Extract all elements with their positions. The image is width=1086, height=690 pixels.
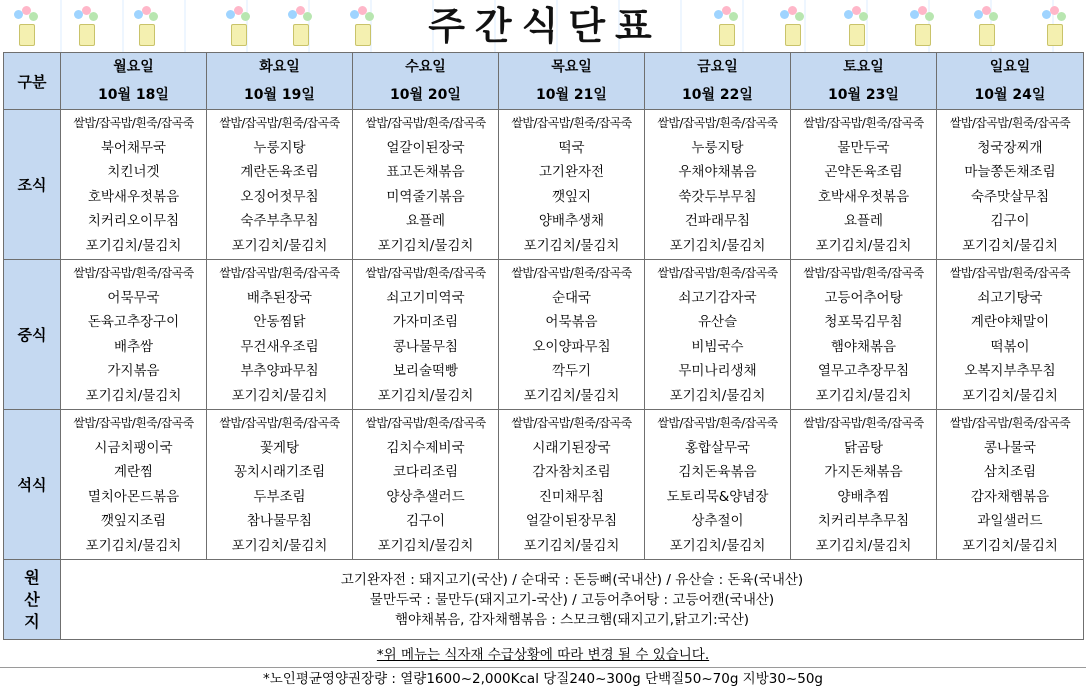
day-header	[353, 53, 499, 110]
menu-item: 포기김치/물김치	[377, 387, 474, 404]
menu-item: 보리술떡빵	[392, 363, 459, 379]
menu-item: 쑥갓두부무침	[678, 188, 757, 205]
weekly-menu-table	[3, 52, 1084, 640]
menu-item: 콩나물국	[983, 439, 1037, 456]
day-header-row	[4, 53, 1084, 110]
menu-change-notice	[0, 645, 1086, 665]
day-name: 토요일	[843, 59, 884, 75]
header-banner	[0, 0, 1086, 52]
menu-item: 요플레	[405, 213, 446, 229]
menu-item: 돈육고추장구이	[87, 314, 180, 330]
menu-item: 쌀밥/잡곡밥/흰죽/잡곡죽	[949, 416, 1071, 430]
day-header	[645, 53, 791, 110]
menu-item: 도토리묵&양념장	[666, 488, 769, 505]
menu-item: 가자미조림	[392, 314, 459, 330]
day-name: 목요일	[551, 59, 592, 75]
menu-cell	[353, 260, 499, 410]
flower-pot-icon	[132, 4, 160, 48]
menu-item: 쌀밥/잡곡밥/흰죽/잡곡죽	[365, 116, 486, 130]
menu-item: 청포묵김무침	[824, 314, 903, 330]
flower-pot-icon	[778, 4, 806, 48]
menu-item: 북어채무국	[100, 139, 167, 156]
menu-item: 마늘쫑돈채조림	[964, 164, 1056, 180]
menu-item: 포기김치/물김치	[85, 237, 182, 254]
origin-header	[4, 560, 61, 640]
menu-item: 고기완자전	[538, 164, 605, 180]
menu-item: 과일샐러드	[977, 513, 1043, 529]
menu-item: 포기김치/물김치	[377, 237, 474, 254]
menu-item: 곤약돈육조림	[824, 164, 903, 180]
menu-item: 쌀밥/잡곡밥/흰죽/잡곡죽	[511, 416, 632, 430]
menu-item: 꽁치시래기조림	[233, 464, 326, 480]
menu-cell	[207, 110, 353, 260]
day-date: 10월 22일	[682, 87, 753, 103]
meal-row	[4, 110, 1084, 260]
menu-item: 포기김치/물김치	[523, 537, 620, 554]
menu-item: 콩나물무침	[392, 338, 459, 355]
menu-item: 꽃게탕	[259, 439, 300, 456]
menu-item: 참나물무침	[246, 513, 313, 529]
menu-item: 쌀밥/잡곡밥/흰죽/잡곡죽	[803, 266, 924, 280]
nutrition-guideline: *노인평균영양권장량 : 열량1600~2,000Kcal 당질240~300g 단백질50~70g 지방30~50g	[0, 667, 1086, 690]
menu-item: 포기김치/물김치	[377, 537, 474, 554]
menu-item: 시래기된장국	[532, 439, 611, 456]
origin-label-char: 산	[24, 589, 40, 609]
menu-item: 쌀밥/잡곡밥/흰죽/잡곡죽	[657, 266, 778, 280]
menu-cell	[791, 260, 937, 410]
menu-item: 미역줄기볶음	[386, 188, 465, 205]
menu-item: 김구이	[990, 213, 1030, 229]
menu-item: 가지돈채볶음	[824, 464, 903, 480]
menu-item: 감자참치조림	[532, 464, 611, 480]
menu-item: 포기김치/물김치	[962, 387, 1058, 404]
menu-item: 오징어젓무침	[240, 188, 319, 205]
menu-item: 쌀밥/잡곡밥/흰죽/잡곡죽	[73, 116, 194, 130]
menu-item: 포기김치/물김치	[962, 537, 1058, 554]
menu-item: 진미채무침	[538, 488, 605, 505]
menu-item: 코다리조림	[392, 464, 459, 480]
menu-item: 포기김치/물김치	[962, 237, 1058, 254]
menu-item: 양상추샐러드	[386, 488, 465, 505]
menu-cell	[937, 110, 1084, 260]
menu-item: 쌀밥/잡곡밥/흰죽/잡곡죽	[365, 416, 486, 430]
menu-item: 쌀밥/잡곡밥/흰죽/잡곡죽	[657, 416, 778, 430]
menu-item: 감자채햄볶음	[970, 488, 1050, 505]
meal-label: 중식	[4, 260, 61, 410]
day-date: 10월 21일	[536, 87, 607, 103]
day-name: 화요일	[259, 59, 300, 75]
menu-item: 포기김치/물김치	[231, 237, 328, 254]
menu-item: 닭곰탕	[843, 439, 884, 456]
menu-item: 쌀밥/잡곡밥/흰죽/잡곡죽	[511, 116, 632, 130]
meal-rows	[4, 110, 1084, 560]
day-header	[937, 53, 1084, 110]
menu-item: 호박새우젓볶음	[817, 188, 910, 205]
day-header	[499, 53, 645, 110]
origin-label-char: 원	[24, 567, 40, 587]
menu-cell	[353, 110, 499, 260]
menu-item: 깻잎지조림	[100, 513, 167, 529]
menu-item: 우채야채볶음	[678, 164, 757, 180]
menu-item: 포기김치/물김치	[815, 387, 912, 404]
day-name: 일요일	[989, 59, 1031, 75]
menu-item: 홍합살무국	[684, 439, 751, 456]
day-date: 10월 23일	[828, 87, 899, 103]
menu-item: 쌀밥/잡곡밥/흰죽/잡곡죽	[657, 116, 778, 130]
flower-pot-icon	[72, 4, 100, 48]
origin-info	[61, 560, 1084, 640]
flower-pot-icon	[12, 4, 40, 48]
day-name: 수요일	[405, 59, 446, 75]
meal-label: 석식	[4, 410, 61, 560]
menu-item: 계란돈육조림	[240, 164, 319, 180]
flower-pot-icon	[348, 4, 376, 48]
day-name: 금요일	[697, 59, 738, 75]
day-header	[61, 53, 207, 110]
menu-item: 오복지부추무침	[964, 363, 1056, 379]
menu-item: 쌀밥/잡곡밥/흰죽/잡곡죽	[511, 266, 632, 280]
menu-item: 고등어추어탕	[824, 289, 903, 306]
menu-item: 안동찜닭	[253, 314, 306, 330]
menu-cell	[499, 260, 645, 410]
origin-line: 고기완자전 : 돼지고기(국산) / 순대국 : 돈등뼈(국내산) / 유산슬 : 돈육(국내산)	[340, 571, 804, 588]
origin-label	[4, 567, 60, 633]
menu-cell	[791, 410, 937, 560]
meal-label: 조식	[4, 110, 61, 260]
menu-item: 어묵볶음	[545, 314, 598, 330]
menu-item: 치커리부추무침	[817, 513, 910, 529]
menu-cell	[207, 410, 353, 560]
menu-item: 포기김치/물김치	[231, 387, 328, 404]
menu-item: 요플레	[843, 213, 884, 229]
menu-item: 떡볶이	[990, 338, 1030, 355]
menu-item: 두부조림	[253, 488, 306, 505]
day-name: 월요일	[113, 59, 154, 75]
menu-item: 양배추찜	[837, 488, 890, 505]
menu-item: 쇠고기감자국	[678, 289, 757, 306]
day-date: 10월 18일	[98, 87, 169, 103]
menu-item: 쌀밥/잡곡밥/흰죽/잡곡죽	[803, 116, 924, 130]
menu-item: 치커리오이무침	[87, 213, 180, 229]
flower-pot-icon	[1040, 4, 1068, 48]
menu-item: 누룽지탕	[691, 139, 744, 156]
menu-item: 쌀밥/잡곡밥/흰죽/잡곡죽	[219, 116, 340, 130]
menu-item: 오이양파무침	[532, 338, 611, 355]
menu-item: 깍두기	[551, 363, 592, 379]
menu-cell	[645, 260, 791, 410]
menu-item: 포기김치/물김치	[85, 537, 182, 554]
menu-item: 쌀밥/잡곡밥/흰죽/잡곡죽	[73, 416, 194, 430]
menu-item: 얼갈이된장국	[386, 139, 465, 156]
menu-item: 부추양파무침	[240, 363, 319, 379]
menu-item: 포기김치/물김치	[523, 237, 620, 254]
menu-item: 숙주부추무침	[240, 213, 319, 229]
day-header	[791, 53, 937, 110]
menu-item: 청국장찌개	[977, 139, 1043, 156]
menu-item: 물만두국	[837, 139, 890, 156]
menu-item: 쌀밥/잡곡밥/흰죽/잡곡죽	[219, 266, 340, 280]
menu-item: 햄야채볶음	[830, 338, 897, 355]
menu-item: 배추된장국	[246, 289, 313, 306]
origin-line: 물만두국 : 물만두(돼지고기-국산) / 고등어추어탕 : 고등어캔(국내산)	[369, 591, 775, 608]
menu-cell	[937, 410, 1084, 560]
flower-pot-icon	[972, 4, 1000, 48]
menu-item: 순대국	[551, 289, 592, 306]
menu-item: 포기김치/물김치	[669, 537, 766, 554]
menu-item: 쌀밥/잡곡밥/흰죽/잡곡죽	[949, 116, 1071, 130]
menu-item: 쌀밥/잡곡밥/흰죽/잡곡죽	[365, 266, 486, 280]
menu-item: 포기김치/물김치	[523, 387, 620, 404]
menu-cell	[499, 110, 645, 260]
menu-cell	[207, 260, 353, 410]
origin-label-char: 지	[24, 611, 40, 631]
menu-item: 어묵무국	[107, 289, 160, 306]
menu-cell	[499, 410, 645, 560]
menu-item: 김구이	[405, 513, 446, 529]
menu-item: 쌀밥/잡곡밥/흰죽/잡곡죽	[73, 266, 194, 280]
menu-item: 깻잎지	[551, 188, 592, 205]
menu-item: 삼치조림	[983, 464, 1037, 480]
menu-item: 쌀밥/잡곡밥/흰죽/잡곡죽	[949, 266, 1071, 280]
menu-item: 호박새우젓볶음	[87, 188, 180, 205]
flower-pot-icon	[286, 4, 314, 48]
menu-item: 김치돈육볶음	[678, 464, 757, 480]
menu-item: 치킨너겟	[107, 164, 160, 180]
menu-cell	[61, 410, 207, 560]
menu-item: 무건새우조림	[240, 338, 319, 355]
menu-item: 양배추생채	[538, 213, 605, 229]
notice-text: *위 메뉴는 식자재 수급상황에 따라 변경 될 수 있습니다.	[376, 647, 710, 663]
day-date: 10월 20일	[390, 87, 461, 103]
origin-row	[4, 560, 1084, 640]
menu-item: 포기김치/물김치	[231, 537, 328, 554]
menu-item: 쌀밥/잡곡밥/흰죽/잡곡죽	[219, 416, 340, 430]
menu-item: 비빔국수	[691, 338, 744, 355]
menu-item: 가지볶음	[107, 363, 160, 379]
menu-item: 열무고추장무침	[817, 363, 910, 379]
menu-item: 얼갈이된장무침	[525, 513, 618, 529]
flower-pot-icon	[712, 4, 740, 48]
menu-item: 쌀밥/잡곡밥/흰죽/잡곡죽	[803, 416, 924, 430]
menu-cell	[353, 410, 499, 560]
day-header	[207, 53, 353, 110]
flower-pot-icon	[224, 4, 252, 48]
menu-cell	[61, 110, 207, 260]
day-date: 10월 19일	[244, 87, 315, 103]
menu-item: 포기김치/물김치	[815, 237, 912, 254]
menu-item: 시금치팽이국	[94, 439, 173, 456]
origin-line: 햄야채볶음, 감자채햄볶음 : 스모크햄(돼지고기,닭고기:국산)	[394, 611, 750, 628]
menu-item: 유산슬	[697, 314, 738, 330]
menu-cell	[645, 110, 791, 260]
menu-item: 쇠고기탕국	[977, 289, 1043, 306]
menu-cell	[61, 260, 207, 410]
menu-cell	[645, 410, 791, 560]
page-title: 주간식단표	[428, 4, 662, 48]
menu-item: 김치수제비국	[386, 439, 465, 456]
menu-item: 표고돈채볶음	[386, 164, 465, 180]
menu-item: 떡국	[558, 139, 585, 156]
menu-cell	[791, 110, 937, 260]
flower-pot-icon	[908, 4, 936, 48]
menu-item: 멸치아몬드볶음	[87, 488, 180, 505]
menu-item: 포기김치/물김치	[669, 237, 766, 254]
menu-item: 포기김치/물김치	[85, 387, 182, 404]
menu-item: 숙주맛살무침	[970, 188, 1050, 205]
menu-item: 계란야채말이	[970, 314, 1050, 330]
category-header: 구분	[4, 53, 61, 110]
day-date: 10월 24일	[974, 87, 1046, 103]
menu-item: 포기김치/물김치	[669, 387, 766, 404]
menu-item: 계란찜	[113, 464, 154, 480]
menu-item: 배추쌈	[113, 338, 154, 355]
flower-pot-icon	[842, 4, 870, 48]
menu-item: 쇠고기미역국	[386, 289, 465, 306]
meal-row	[4, 410, 1084, 560]
meal-row	[4, 260, 1084, 410]
menu-item: 건파래무침	[684, 213, 751, 229]
menu-item: 상추절이	[691, 513, 744, 529]
menu-cell	[937, 260, 1084, 410]
menu-item: 포기김치/물김치	[815, 537, 912, 554]
menu-item: 무미나리생채	[678, 363, 757, 379]
menu-item: 누룽지탕	[253, 139, 306, 156]
